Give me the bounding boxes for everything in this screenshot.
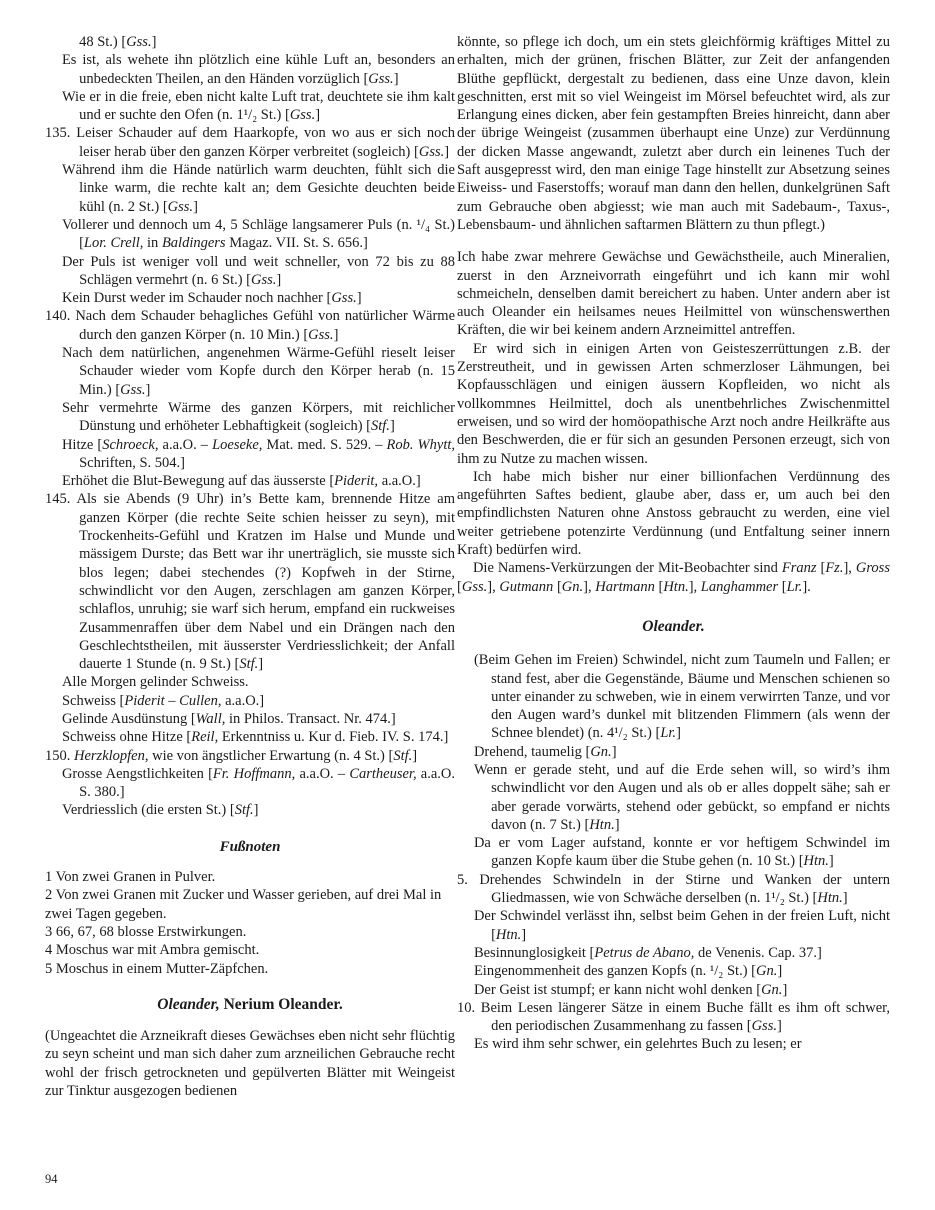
symptom-number: 5. (457, 871, 480, 888)
source-citation: Gss. (289, 107, 316, 124)
source-citation: Gn. (590, 743, 612, 760)
source-citation: Htn. (589, 816, 615, 833)
source-citation: Rob. Whytt, (386, 436, 456, 453)
symptom-entry: Gelinde Ausdünstung [Wall, in Philos. Transact. Nr. 474.] (61, 710, 396, 727)
prose-paragraph: Er wird sich in einigen Arten von Geisteszerrüttungen z.B. der Zerstreutheit, und in gewissen Arten schmerzloser Lähmungen, bei Kopfausschlägen und einigen äussern Kopfleiden, wo nicht als vollkommnes Heilmittel, doch als unentbehrliches Zwischenmittel erweisen, und so wird der homöopathische Arzt noch andre Heilkräfte aus den Beschwerden, die er für sich an gesunden Personen erzeugt, sich von ihm zu Nutze zu machen wissen. (457, 340, 890, 467)
source-citation: Gn. (755, 963, 778, 980)
footnote-line: 3 66, 67, 68 blosse Erstwirkungen. (45, 923, 247, 940)
remedy-title-latin: Nerium Oleander. (219, 995, 343, 1013)
symptom-entry: 10. Beim Lesen längerer Sätze in einem Buche fällt es ihm oft schwer, den periodischen Zusammenhang zu fassen [Gss.] (457, 999, 890, 1035)
source-citation: Langhammer (700, 578, 779, 595)
source-citation: Gss. (308, 326, 334, 343)
symptom-number: 140. (45, 308, 76, 325)
prose-paragraph: könnte, so pflege ich doch, um ein stets gleichförmig kräftiges Mittel zu erhalten, mich der grünen, frischen Blätter, zur Zeit der anfangenden Blüthe gepflückt, dergestalt zu bedienen, dass eine Unze davon, klein geschnitten, erst mit so viel Weingeist im Mörsel befeuchtet wird, als zur Erlangung eines dicken, aber fein gestampften Breies hinreicht, dann aber der übrige Weingeist (zusammen überhaupt eine Unze) zur Verdünnung der dicken Masse angewandt, zuletzt aber durch ein leinenes Tuch der Saft ausgepresst wird, den man einige Tage hinstellt zur Absetzung seines Eiweiss- und Faserstoffs; worauf man dann den hellen, dunkelgrünen Saft zum Gebrauche oben abgiesst; wie man auch mit Sadebaum-, Taxus-, Lebensbaum- und ähnlichen saftarmen Blättern zu thun pflegt.) (457, 34, 890, 233)
symptom-entry: Besinnunglosigkeit [Petrus de Abano, de Venenis. Cap. 37.] (473, 944, 822, 961)
prose-paragraph: Ich habe mich bisher nur einer billionfachen Verdünnung des angeführten Saftes bedient, glaube aber, dass er, um auch bei den empfindlichsten Naturen ohne Anstoss gebraucht zu werden, eine viel weiter getriebene potenzirte Verdünnung (und Entfaltung seiner innern Kraft) bedürfen wird. (457, 468, 890, 559)
source-citation: Schroeck, (102, 436, 159, 453)
source-citation: Htn. (817, 890, 843, 907)
source-citation: Gss. (751, 1018, 777, 1035)
source-citation: Stf. (239, 656, 259, 673)
symptom-entry: Hitze [Schroeck, a.a.O. – Loeseke, Mat. med. S. 529. – Rob. Whytt, Schriften, S. 504.] (61, 436, 456, 471)
source-citation: Gss. (126, 34, 152, 50)
symptom-list-left (45, 33, 455, 820)
source-citation: Gss. (418, 143, 445, 160)
symptom-list-right (457, 651, 890, 1054)
source-citation: Piderit, (334, 473, 379, 490)
symptom-entry: 48 St.) [Gss.] (79, 34, 157, 50)
prose-paragraph: Die Namens-Verkürzungen der Mit-Beobachter sind Franz [Fz.], Gross [Gss.], Gutmann [Gn.], Hartmann [Htn.], Langhammer [Lr.]. (457, 560, 890, 595)
source-citation: Gss. (461, 578, 488, 595)
section-heading-oleander: Oleander. (642, 617, 705, 635)
source-citation: Lr. (786, 578, 803, 595)
right-column (457, 33, 890, 1054)
source-citation: Petrus de Abano, (594, 944, 695, 961)
source-citation: Htn. (803, 853, 829, 870)
source-citation: Htn. (495, 926, 522, 943)
prose-paragraph: (Ungeachtet die Arzneikraft dieses Gewächses eben nicht sehr flüchtig zu seyn scheint und man sich daher zum arzneilichen Gebrauche recht wohl der frisch getrockneten und gepülverten Blätter mit Weingeist zur Tinktur ausgezogen bedienen (45, 1028, 455, 1100)
source-citation: Fr. Hoffmann, (212, 765, 296, 782)
symptom-entry: 140. Nach dem Schauder behagliches Gefühl von natürlicher Wärme durch den ganzen Körper (n. 10 Min.) [Gss.] (45, 308, 456, 343)
source-citation: Piderit (124, 692, 165, 709)
symptom-entry: Da er vom Lager aufstand, konnte er vor heftigem Schwindel im ganzen Kopfe kaum über die Stube gehen (n. 10 St.) [Htn.] (473, 835, 890, 870)
left-column (45, 33, 455, 1100)
symptom-entry: Alle Morgen gelinder Schweiss. (61, 674, 249, 691)
page-number: 94 (45, 1172, 58, 1186)
symptom-entry: Es wird ihm sehr schwer, ein gelehrtes Buch zu lesen; er (473, 1036, 802, 1053)
source-citation: Lor. Crell, (83, 235, 144, 252)
symptom-entry: Vollerer und dennoch um 4, 5 Schläge langsamerer Puls (n. ¹/₄ St.) [Lor. Crell, in Baldingers Magaz. VII. St. S. 656.] (61, 216, 455, 252)
source-citation: Gss. (251, 271, 277, 288)
symptom-entry: Verdriesslich (die ersten St.) [Stf.] (61, 802, 259, 819)
symptom-entry: Erhöhet die Blut-Bewegung auf das äusserste [Piderit, a.a.O.] (61, 473, 421, 490)
symptom-entry: Schweiss [Piderit – Cullen, a.a.O.] (61, 692, 265, 709)
symptom-entry: Kein Durst weder im Schauder noch nachher [Gss.] (61, 290, 362, 307)
remedy-title-common: Oleander, (157, 995, 220, 1013)
source-citation: Gn. (561, 578, 584, 595)
symptom-entry: Drehend, taumelig [Gn.] (473, 743, 617, 760)
source-citation: Stf. (371, 418, 390, 435)
remedy-title (45, 996, 455, 1014)
source-citation: Stf. (234, 802, 254, 819)
symptom-entry: 135. Leiser Schauder auf dem Haarkopfe, von wo aus er sich noch leiser herab über den ganzen Körper verbreitet (sogleich) [Gss.] (45, 125, 456, 160)
symptom-entry: 145. Als sie Abends (9 Uhr) in’s Bette kam, brennende Hitze am ganzen Körper (die rechte Seite schien heisser zu seyn), mit Trockenheits-Gefühl und Kratzen im Halse und Munde und mässigem Durste; das Bett war ihr unerträglich, sie musste sich blos legen; dabei stechendes (?) Kopfweh in der Stirne, schwindlicht vor den Augen, zerschlagen am ganzen Körper, schlaflos, unruhig; sie warf sich herum, empfand ein ruckweises Zusammenraffen über dem Nabel und ein Drängen nach den Geschlechtstheilen, mit äusserster Verdriesslichkeit; der Anfall dauerte 1 Stunde (n. 9 St.) [Stf.] (45, 491, 455, 673)
footnote-line: 4 Moschus war mit Ambra gemischt. (45, 942, 260, 959)
footnote-line: 1 Von zwei Granen in Pulver. (45, 869, 216, 886)
symptom-entry: Eingenommenheit des ganzen Kopfs (n. ¹/₂ St.) [Gn.] (473, 963, 783, 980)
symptom-number: 135. (45, 125, 77, 142)
symptom-entry: 150. Herzklopfen, wie von ängstlicher Erwartung (n. 4 St.) [Stf.] (45, 747, 418, 764)
source-citation: Htn. (663, 578, 689, 595)
source-citation: Hartmann (595, 578, 655, 595)
symptom-number: 150. (45, 747, 74, 764)
symptom-number: 10. (457, 999, 481, 1016)
source-citation: Gn. (761, 981, 783, 998)
symptom-entry: (Beim Gehen im Freien) Schwindel, nicht zum Taumeln und Fallen; er stand fest, aber die Gegenstände, Bäume und Menschen schienen so unter einander zu schweben, wie in einem verwirrten Tanze, und vor den Augen ward’s dunkel mit blitzenden Flimmern (als wenn der Schnee blendet) (n. 4¹/₂ St.) [Lr.] (473, 652, 890, 742)
source-citation: Herzklopfen (74, 747, 145, 764)
source-citation: Lr. (660, 725, 677, 742)
symptom-entry: Sehr vermehrte Wärme des ganzen Körpers, mit reichlicher Dünstung und erhöheter Lebhaftigkeit (sogleich) [Stf.] (61, 399, 455, 435)
symptom-entry: Wie er in die freie, eben nicht kalte Luft trat, deuchtete sie ihm kalt und er suchte den Ofen (n. 1¹/₂ St.) [Gss.] (61, 88, 455, 124)
symptom-number: 145. (45, 491, 77, 508)
source-citation: Gss. (331, 290, 357, 307)
symptom-entry: Grosse Aengstlichkeiten [Fr. Hoffmann, a.a.O. – Cartheuser, a.a.O. S. 380.] (61, 765, 456, 801)
symptom-entry: Wenn er gerade steht, und auf die Erde sehen will, so wird’s ihm schwindlicht vor den Augen und als ob er alles doppelt sähe; sah er aber gerade vorwärts, stehend oder gebückt, so empfand er nichts davon (n. 7 St.) [Htn.] (473, 761, 890, 833)
footnotes-list (45, 868, 455, 978)
source-citation: Gss. (120, 381, 146, 398)
source-citation: Gss. (167, 198, 194, 215)
footnote-line: 5 Moschus in einem Mutter-Zäpfchen. (45, 960, 269, 977)
source-citation: Wall, (195, 710, 226, 727)
source-citation: Gutmann (499, 578, 554, 595)
source-citation: Baldingers (161, 235, 226, 252)
source-citation: Gss. (368, 70, 394, 87)
symptom-entry: Schweiss ohne Hitze [Reil, Erkenntniss u. Kur d. Fieb. IV. S. 174.] (61, 729, 449, 746)
source-citation: Loeseke, (212, 436, 263, 453)
source-citation: Franz (781, 560, 817, 577)
source-citation: Stf. (393, 747, 413, 764)
symptom-entry: Es ist, als wehete ihn plötzlich eine kühle Luft an, besonders an unbedeckten Theilen, an den Händen vorzüglich [Gss.] (61, 52, 455, 87)
source-citation: Cullen, (179, 692, 222, 709)
symptom-entry: Der Geist ist stumpf; er kann nicht wohl denken [Gn.] (473, 981, 788, 998)
symptom-entry: Der Puls ist weniger voll und weit schneller, von 72 bis zu 88 Schlägen vermehrt (n. 6 St.) [Gss.] (61, 253, 455, 288)
source-citation: Gross (855, 560, 890, 577)
remedy-intro-continued (457, 33, 890, 596)
prose-paragraph: Ich habe zwar mehrere Gewächse und Gewächstheile, auch Mineralien, zuerst in den Arzneivorrath eingeführt und ich kann mir wohl schmeicheln, denselben damit bereichert zu haben. Unter andern aber ist auch Oleander ein heilsames neues Heilmittel von wünschenswerthen Kräften, die wir bei keinem andern Arzneimittel antreffen. (457, 249, 890, 339)
footnote-line: 2 Von zwei Granen mit Zucker und Wasser gerieben, auf drei Mal in zwei Tagen gegeben. (45, 887, 442, 922)
remedy-intro (45, 1027, 455, 1100)
source-citation: Cartheuser, (349, 765, 417, 782)
source-citation: Reil, (191, 729, 219, 746)
symptom-entry: Nach dem natürlichen, angenehmen Wärme-Gefühl rieselt leiser Schauder wieder vom Kopfe durch den Körper herab (n. 15 Min.) [Gss.] (61, 345, 455, 398)
source-citation: Fz. (825, 560, 844, 577)
symptom-entry: Der Schwindel verlässt ihn, selbst beim Gehen in der freien Luft, nicht [Htn.] (473, 908, 890, 943)
footnotes-heading: Fußnoten (219, 838, 281, 855)
symptom-entry: 5. Drehendes Schwindeln in der Stirne und Wanken der untern Gliedmassen, wie von Schwäche derselben (n. 1¹/₂ St.) [Htn.] (457, 871, 890, 907)
symptom-entry: Während ihm die Hände natürlich warm deuchten, fühlt sich die linke warm, die rechte kalt an; dem Gesichte deuchten beide kühl (n. 2 St.) [Gss.] (61, 162, 455, 215)
